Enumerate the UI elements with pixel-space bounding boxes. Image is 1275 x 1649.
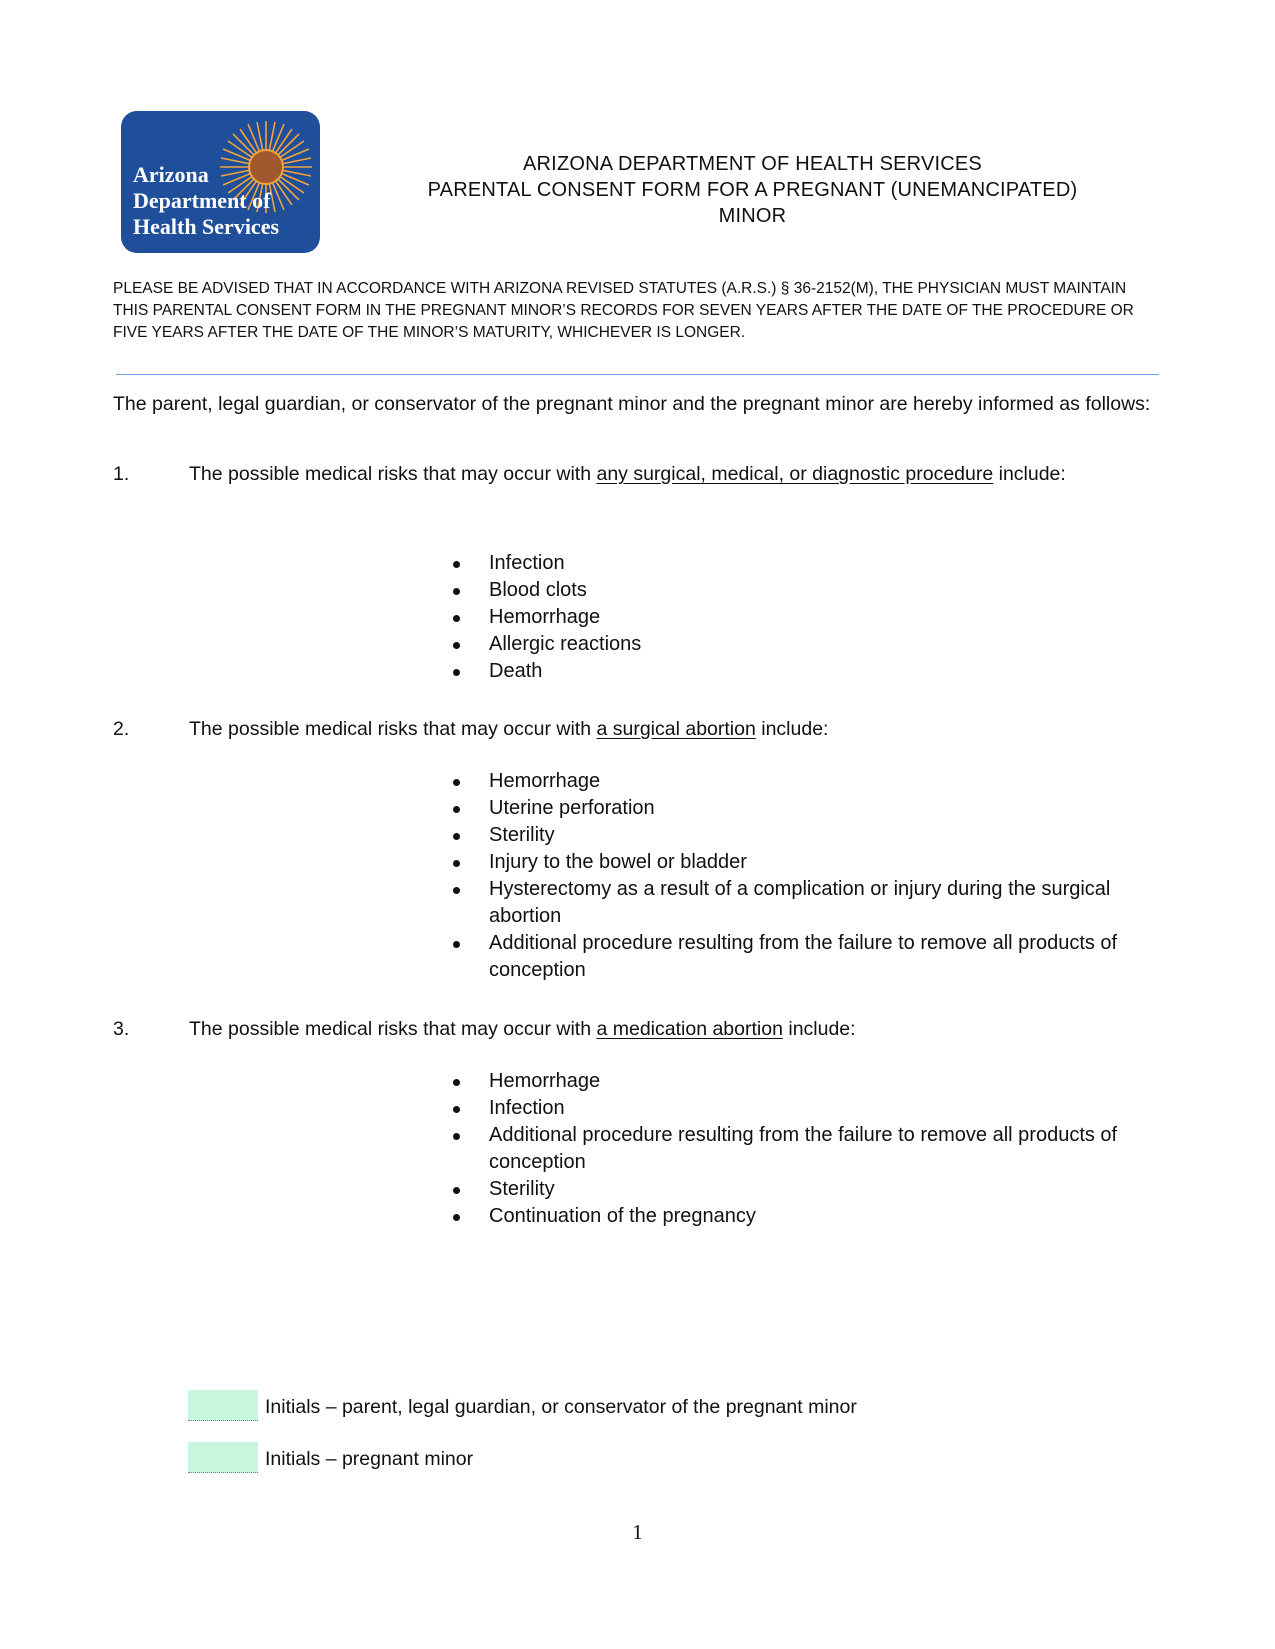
- item-1-prefix: The possible medical risks that may occur with: [189, 463, 597, 485]
- form-title: [370, 151, 1135, 229]
- title-line-2: PARENTAL CONSENT FORM FOR A PREGNANT (UNEMANCIPATED): [427, 179, 1078, 201]
- item-2-prefix: The possible medical risks that may occur with: [189, 718, 597, 740]
- adhs-logo: [121, 111, 320, 253]
- item-3-number: 3.: [113, 1018, 130, 1040]
- list-item: Infection: [489, 550, 1129, 577]
- item-3-risk-list: [489, 1068, 1129, 1230]
- item-2-text: [189, 716, 1129, 743]
- list-item: Sterility: [489, 1176, 1129, 1203]
- item-2-underlined: a surgical abortion: [596, 718, 756, 740]
- parent-initials-field[interactable]: [188, 1390, 258, 1421]
- list-item: Allergic reactions: [489, 631, 1129, 658]
- logo-line-3: Health Services: [133, 214, 280, 239]
- item-1-text: [189, 461, 1129, 488]
- item-2-risk-list: [489, 768, 1129, 984]
- minor-initials-field[interactable]: [188, 1442, 258, 1473]
- list-item: Continuation of the pregnancy: [489, 1203, 1129, 1230]
- item-2-number: 2.: [113, 718, 130, 740]
- item-1-suffix: include:: [993, 463, 1066, 485]
- item-3-suffix: include:: [782, 1018, 856, 1040]
- intro-paragraph: The parent, legal guardian, or conservator of the pregnant minor and the pregnant minor are hereby informed as follows:: [113, 393, 1151, 415]
- list-item: Uterine perforation: [489, 795, 1129, 822]
- minor-initials-label: Initials – pregnant minor: [265, 1448, 474, 1470]
- item-2-suffix: include:: [755, 718, 829, 740]
- item-3-underlined: a medication abortion: [596, 1018, 783, 1040]
- logo-line-2: Department of: [133, 188, 271, 213]
- item-1-risk-list: [489, 550, 1129, 685]
- item-1-underlined: any surgical, medical, or diagnostic procedure: [596, 463, 994, 485]
- list-item: Additional procedure resulting from the failure to remove all products of conception: [489, 1122, 1129, 1176]
- list-item: Injury to the bowel or bladder: [489, 849, 1129, 876]
- advisory-notice: PLEASE BE ADVISED THAT IN ACCORDANCE WITH ARIZONA REVISED STATUTES (A.R.S.) § 36-2152(M), THE PHYSICIAN MUST MAINTAIN THIS PARENTAL CONSENT FORM IN THE PREGNANT MINOR’S RECORDS FOR SEVEN YEARS AFTER THE DATE OF THE PROCEDURE OR FIVE YEARS AFTER THE DATE OF THE MINOR’S MATURITY, WHICHEVER IS LONGER.: [113, 280, 1134, 341]
- parent-initials-label: Initials – parent, legal guardian, or conservator of the pregnant minor: [265, 1396, 857, 1418]
- logo-text: [133, 162, 279, 240]
- item-1-number: 1.: [113, 463, 130, 485]
- list-item: Hemorrhage: [489, 768, 1129, 795]
- divider-rule: [116, 374, 1159, 375]
- list-item: Hysterectomy as a result of a complication or injury during the surgical abortion: [489, 876, 1129, 930]
- parent-initials-row: [188, 1390, 857, 1421]
- title-line-1: ARIZONA DEPARTMENT OF HEALTH SERVICES: [523, 153, 982, 175]
- minor-initials-row: [188, 1442, 473, 1473]
- list-item: Additional procedure resulting from the failure to remove all products of conception: [489, 930, 1129, 984]
- list-item: Hemorrhage: [489, 604, 1129, 631]
- page-number: 1: [632, 1520, 643, 1544]
- list-item: Death: [489, 658, 1129, 685]
- title-line-3: MINOR: [718, 205, 787, 227]
- list-item: Sterility: [489, 822, 1129, 849]
- logo-line-1: Arizona: [133, 162, 209, 187]
- list-item: Hemorrhage: [489, 1068, 1129, 1095]
- list-item: Blood clots: [489, 577, 1129, 604]
- item-3-text: [189, 1016, 1129, 1043]
- item-3-prefix: The possible medical risks that may occur with: [189, 1018, 597, 1040]
- list-item: Infection: [489, 1095, 1129, 1122]
